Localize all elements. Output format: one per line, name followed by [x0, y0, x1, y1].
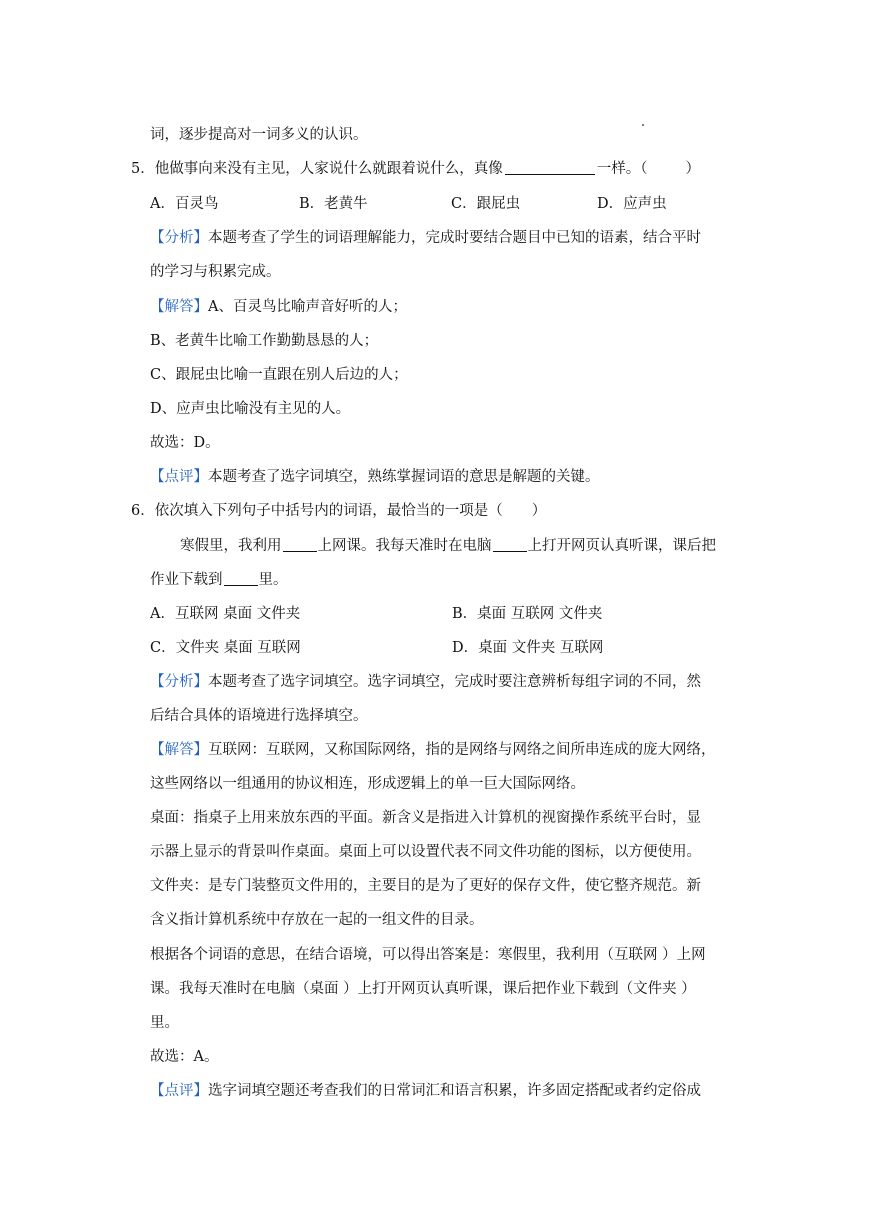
option-b: B．桌面 互联网 文件夹 [452, 606, 603, 622]
question-number: 5． [131, 161, 155, 177]
answer-tag: 【解答】 [150, 299, 208, 315]
comment-line [150, 467, 600, 487]
answer-blank [283, 537, 317, 552]
option-c: C．跟屁虫 [451, 196, 521, 212]
answer-line [150, 740, 716, 760]
answer-line: 桌面：指桌子上用来放东西的平面。新含义是指进入计算机的视窗操作系统平台时，显 [150, 810, 701, 826]
answer-text: A、百灵鸟比喻声音好听的人； [208, 299, 407, 315]
comment-line [150, 1081, 701, 1101]
analysis-text: 本题考查了学生的词语理解能力，完成时要结合题目中已知的语素，结合平时 [208, 230, 701, 246]
option-d: D．应声虫 [597, 196, 667, 212]
analysis-line [150, 672, 701, 692]
answer-line: 文件夹：是专门装整页文件用的，主要目的是为了更好的保存文件，使它整齐规范。新 [150, 878, 701, 894]
stem-text: 他做事向来没有主见，人家说什么就跟着说什么，真像 [154, 161, 503, 177]
question-sentence [150, 570, 288, 590]
answer-line: B、老黄牛比喻工作勤勤恳恳的人； [150, 333, 379, 349]
stem-text: 依次填入下列句子中括号内的词语，最恰当的一项是（ ） [154, 503, 547, 519]
analysis-tag: 【分析】 [150, 674, 208, 690]
answer-line [150, 297, 407, 317]
answer-line: 示器上显示的背景叫作桌面。桌面上可以设置代表不同文件功能的图标，以方便使用。 [150, 844, 701, 860]
analysis-tag: 【分析】 [150, 230, 208, 246]
answer-line: 里。 [150, 1015, 179, 1031]
answer-line: 含义指计算机系统中存放在一起的一组文件的目录。 [150, 912, 484, 928]
question-6-stem [131, 501, 546, 521]
analysis-text: 本题考查了选字词填空。选字词填空，完成时要注意辨析每组字词的不同，然 [208, 674, 701, 690]
analysis-line [150, 228, 701, 248]
sentence-text: 上网课。我每天准时在电脑 [317, 538, 492, 554]
sentence-text: 上打开网页认真听课，课后把 [527, 538, 716, 554]
sentence-text: 作业下载到 [150, 572, 223, 588]
comment-text: 本题考查了选字词填空，熟练掌握词语的意思是解题的关键。 [208, 469, 600, 485]
answer-line: C、跟屁虫比喻一直跟在别人后边的人； [150, 367, 408, 383]
analysis-line: 的学习与积累完成。 [150, 264, 281, 280]
answer-line: 课。我每天准时在电脑（桌面 ）上打开网页认真听课，课后把作业下载到（文件夹 ） [150, 981, 696, 997]
choice-line: 故选：D。 [150, 435, 220, 451]
answer-blank [224, 571, 258, 586]
analysis-line: 后结合具体的语境进行选择填空。 [150, 708, 368, 724]
stem-text: 一样。 [596, 161, 641, 177]
answer-line: 这些网络以一组通用的协议相连，形成逻辑上的单一巨大国际网络。 [150, 776, 585, 792]
option-d: D．桌面 文件夹 互联网 [452, 640, 604, 656]
answer-blank [505, 160, 595, 175]
question-5-stem [131, 159, 700, 179]
choice-line: 故选：A。 [150, 1049, 219, 1065]
comment-text: 选字词填空题还考查我们的日常词汇和语言积累，许多固定搭配或者约定俗成 [208, 1083, 701, 1099]
comment-tag: 【点评】 [150, 1083, 208, 1099]
sentence-text: 寒假里，我利用 [180, 538, 282, 554]
question-number: 6． [131, 503, 155, 519]
answer-text: 互联网：互联网，又称国际网络，指的是网络与网络之间所串连成的庞大网络， [208, 742, 716, 758]
sentence-text: 里。 [258, 572, 288, 588]
option-a: A．互联网 桌面 文件夹 [150, 606, 301, 622]
answer-line: D、应声虫比喻没有主见的人。 [150, 401, 351, 417]
paragraph-line: 词，逐步提高对一词多义的认识。 [150, 127, 368, 143]
answer-line: 根据各个词语的意思，在结合语境，可以得出答案是：寒假里，我利用（互联网 ）上网 [150, 947, 706, 963]
paren-open: （ [640, 161, 648, 177]
comment-tag: 【点评】 [150, 469, 208, 485]
stray-dot [642, 124, 644, 126]
paren-close: ） [685, 161, 700, 177]
answer-blank [493, 537, 527, 552]
question-sentence [180, 536, 716, 556]
option-a: A．百灵鸟 [150, 196, 219, 212]
option-b: B．老黄牛 [299, 196, 368, 212]
answer-tag: 【解答】 [150, 742, 208, 758]
option-c: C．文件夹 桌面 互联网 [150, 640, 301, 656]
